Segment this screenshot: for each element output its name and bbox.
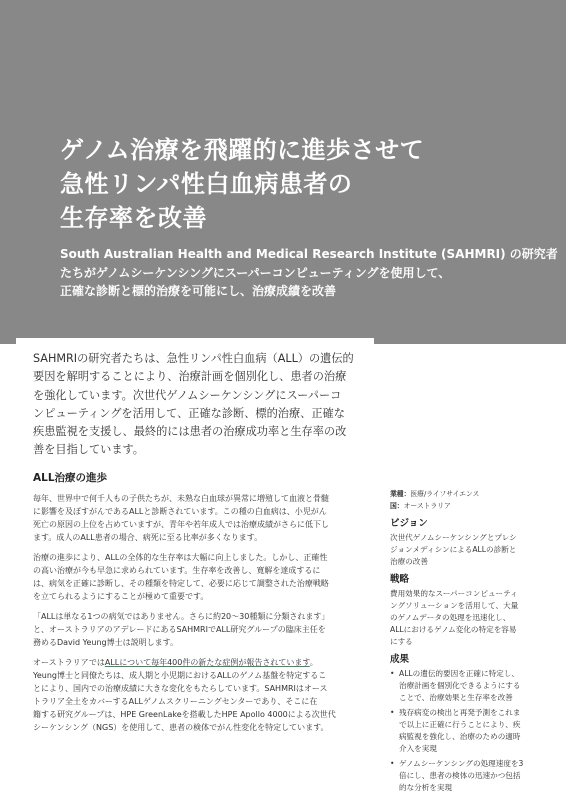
text-line: 介入を実現 <box>399 744 437 753</box>
text-line: ます。成人のALL患者の場合、病死に至る比率が多くなります。 <box>33 533 263 542</box>
text-line: Yeung博士と同僚たちは、成人期と小児期におけるALLのゲノム基盤を特定するこ <box>33 671 327 680</box>
text-line: を立てられるようにすることが極めて重要です。 <box>33 592 209 601</box>
text-line: は、病気を正確に診断し、その種類を特定して、必要に応じて調整された治療戦略 <box>33 579 329 588</box>
lead-line: 善を目指しています。 <box>33 443 144 457</box>
text-line: • 残存病変の検出と再発予測をこれま <box>399 708 521 717</box>
text-line: 的な分析を実現 <box>399 783 453 792</box>
results-heading: 成果 <box>390 654 410 665</box>
text-line: に影響を及ぼすがんであるALLと診断されています。この種の白血病は、小児がん <box>33 507 327 516</box>
text-line: 治療計画を個別化できるようにする <box>399 681 521 690</box>
title-line: 生存率を改善 <box>60 204 207 232</box>
industry-label: 業種： <box>390 490 411 498</box>
lead-line: 要因を解明することにより、治療計画を個別化し、患者の治療 <box>33 370 347 384</box>
title-line: ゲノム治療を飛躍的に進歩させて <box>60 136 425 164</box>
strategy-heading: 戦略 <box>390 574 410 585</box>
paragraph <box>33 551 371 603</box>
text-line: と、オーストラリアのアデレードにあるSAHMRIでALL研究グループの臨床主任を <box>33 625 326 634</box>
text-line: ことで、治療効果と生存率を改善 <box>399 693 513 702</box>
sidebar <box>390 488 560 797</box>
text-fragment: 。 <box>309 658 318 667</box>
text-line: 籍する研究グループは、HPE GreenLakeを搭載したHPE Apollo 4000による次世代 <box>33 710 336 719</box>
text-line: ングソリューションを活用して、大量 <box>390 601 519 610</box>
text-line: 死亡の原因の上位を占めていますが、青年や若年成人では治療成績がさらに低下し <box>33 520 329 529</box>
lead-line: ンピューティングを活用して、正確な診断、標的治療、正確な <box>33 406 345 420</box>
case-report-link[interactable]: ALLについて毎年400件の新たな症例が報告されています <box>104 658 310 667</box>
text-line: シーケンシング（NGS）を使用して、患者の検体でがん性変化を特定しています。 <box>33 723 329 732</box>
text-line: の高い治療が今も早急に求められています。生存率を改善し、寛解を達成するに <box>33 566 321 575</box>
lead-line: を強化しています。次世代ゲノムシーケンシングにスーパーコ <box>33 388 342 402</box>
lead-line: 疾患監視を支援し、最終的には患者の治療成功率と生存率の改 <box>33 425 347 439</box>
title-line: 急性リンパ性白血病患者の <box>60 170 353 198</box>
subtitle-line: たちがゲノムシーケンシングにスーパーコンピューティングを使用して、 <box>60 265 451 280</box>
text-line: にする <box>390 637 413 646</box>
text-line: 務めるDavid Yeung博士は説明します。 <box>33 638 178 647</box>
body-text <box>33 492 371 741</box>
section-heading: ALL治療の進歩 <box>33 472 108 484</box>
paragraph <box>33 492 371 544</box>
list-item <box>390 668 560 704</box>
lead-line: SAHMRIの研究者たちは、急性リンパ性白血病（ALL）の遺伝的 <box>33 352 354 365</box>
strategy-text <box>390 588 560 648</box>
text-line: ALLにおけるゲノム変化の特定を容易 <box>390 625 517 634</box>
hero-banner <box>0 0 566 344</box>
text-line <box>33 656 371 669</box>
text-fragment: オーストラリアでは <box>33 658 105 667</box>
list-item <box>390 758 560 794</box>
text-line: 毎年、世界中で何千人もの子供たちが、未熟な白血球が異常に増殖して血液と骨髄 <box>33 494 329 503</box>
paragraph <box>33 610 371 649</box>
text-line: 次世代ゲノムシーケンシングとプレシ <box>390 533 517 542</box>
vision-heading: ビジョン <box>390 518 428 529</box>
list-item <box>390 707 560 755</box>
text-line: で以上に正確に行うことにより、疾 <box>399 720 521 729</box>
vision-text <box>390 532 560 568</box>
text-line: • ゲノムシーケンシングの処理速度を3 <box>399 759 524 768</box>
text-line: 治療の進歩により、ALLの全体的な生存率は大幅に向上しました。しかし、正確性 <box>33 553 328 562</box>
results-list <box>390 668 560 794</box>
text-line: 「ALLは単なる1つの病気ではありません。さらに約20～30種類に分類されます」 <box>33 612 330 621</box>
country-meta <box>390 500 560 512</box>
text-line: 病監視を強化し、治療のための適時 <box>399 732 521 741</box>
text-line: のゲノムデータの処理を迅速化し、 <box>390 613 511 622</box>
subtitle-line: South Australian Health and Medical Research Institute (SAHMRI) の研究者 <box>60 247 558 261</box>
text-line: トラリア全土をカバーするALLゲノムスクリーニングセンターであり、そこに在 <box>33 697 318 706</box>
text-line: とにより、国内での治療成績に大きな変化をもたらしています。SAHMRIはオース <box>33 684 328 693</box>
text-line: 倍にし、患者の検体の迅速かつ包括 <box>399 771 521 780</box>
text-line: • ALLの遺伝的要因を正確に特定し、 <box>399 669 519 678</box>
lead-paragraph <box>33 350 368 460</box>
page-title <box>60 133 540 235</box>
page-subtitle <box>60 245 558 301</box>
text-line: ジョンメディシンによるALLの診断と <box>390 545 517 554</box>
country-label: 国： <box>390 502 404 510</box>
text-line: 治療の改善 <box>390 557 428 566</box>
industry-meta <box>390 488 560 500</box>
subtitle-line: 正確な診断と標的治療を可能にし、治療成績を改善 <box>60 284 337 298</box>
paragraph <box>33 656 371 734</box>
industry-value: 医療/ライフサイエンス <box>410 490 480 498</box>
text-line: 費用効果的なスーパーコンピューティ <box>390 589 518 598</box>
country-value: オーストラリア <box>403 502 451 510</box>
